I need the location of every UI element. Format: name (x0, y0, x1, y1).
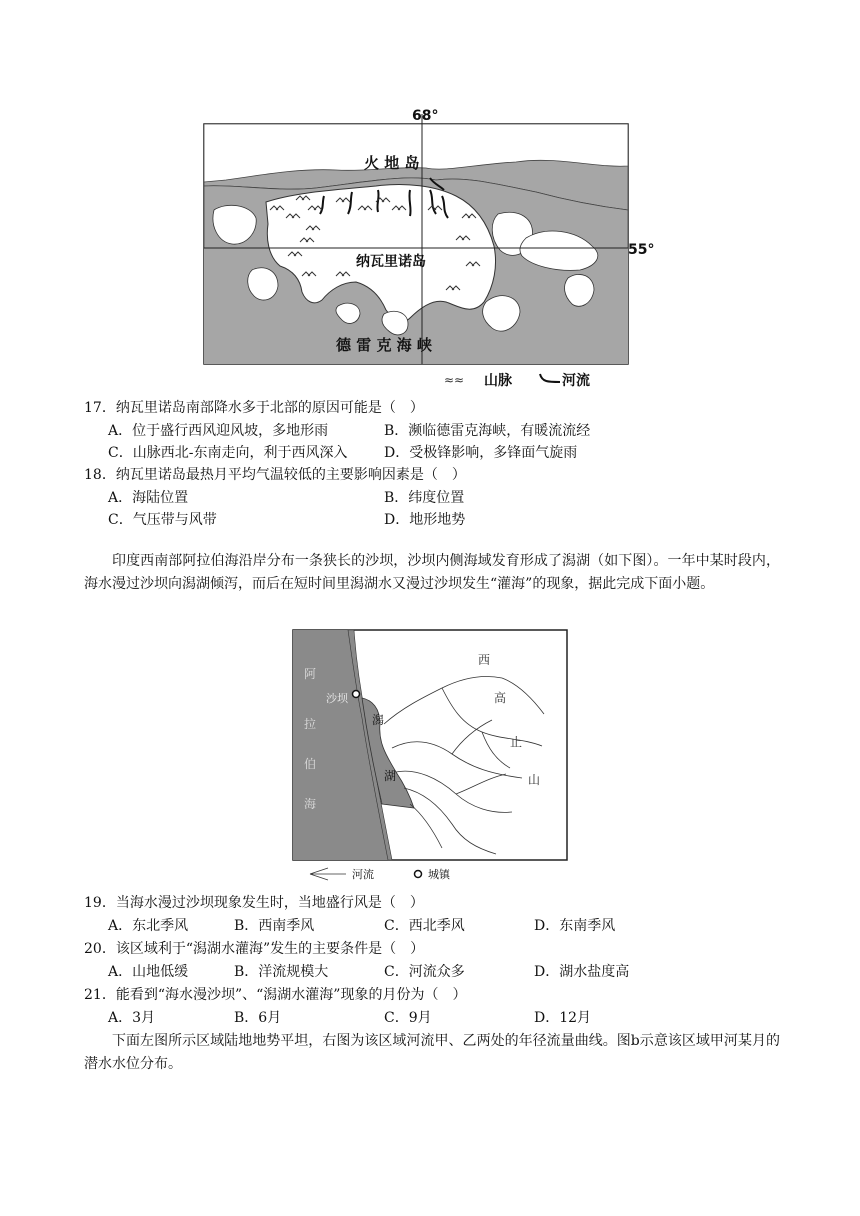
river-legend-label: 河流 (562, 373, 590, 389)
question-20-option-d: D．湖水盐度高 (534, 964, 630, 980)
svg-text:海: 海 (304, 797, 317, 811)
svg-text:高: 高 (494, 691, 507, 705)
svg-text:止: 止 (510, 735, 523, 749)
longitude-label: 68° (412, 108, 439, 124)
question-21-option-d: D．12月 (534, 1010, 592, 1026)
town-legend-icon (415, 871, 422, 878)
question-17-option-d: D．受极锋影响，多锋面气旋雨 (384, 445, 578, 461)
question-20-option-a: A．山地低缓 (108, 964, 189, 980)
question-17-option-b: B．濒临德雷克海峡，有暖流流经 (384, 423, 591, 439)
tierra-del-fuego-label: 火 地 岛 (364, 154, 420, 172)
question-17-option-a: A．位于盛行西风迎风坡，多地形雨 (108, 423, 329, 439)
question-18-stem: 18．纳瓦里诺岛最热月平均气温较低的主要影响因素是（ ） (84, 467, 466, 483)
question-21-stem: 21．能看到“海水漫沙坝”、“潟湖水灌海”现象的月份为（ ） (84, 987, 467, 1003)
question-19-option-c: C．西北季风 (384, 918, 465, 934)
town-legend-label: 城镇 (428, 868, 450, 881)
svg-text:山: 山 (528, 773, 541, 787)
lagoon-passage: 印度西南部阿拉伯海沿岸分布一条狭长的沙坝，沙坝内侧海域发育形成了潟湖（如下图）。一年中某时段内，海水漫过沙坝向潟湖倾泻，而后在短时间里潟湖水又漫过沙坝发生“灌海”的现象，据此完成下面小题。 (84, 553, 780, 592)
question-18-option-b: B．纬度位置 (384, 490, 465, 506)
svg-text:伯: 伯 (304, 757, 317, 771)
drake-passage-label: 德 雷 克 海 峡 (336, 336, 432, 354)
sandbar-label: 沙坝 (326, 692, 348, 705)
question-19-option-a: A．东北季风 (108, 918, 189, 934)
navarino-label: 纳瓦里诺岛 (356, 254, 426, 270)
runoff-passage: 下面左图所示区域陆地地势平坦，右图为该区域河流甲、乙两处的年径流量曲线。图b示意该区域甲河某月的潜水水位分布。 (84, 1033, 780, 1072)
svg-text:阿: 阿 (304, 667, 317, 681)
navarino-island-map (196, 106, 660, 390)
question-19-option-d: D．东南季风 (534, 918, 616, 934)
mountain-legend-label: 山脉 (484, 373, 512, 389)
lagoon-map (292, 628, 568, 888)
river-legend-label: 河流 (352, 868, 374, 881)
question-20-stem: 20．该区域利于“潟湖水灌海”发生的主要条件是（ ） (84, 941, 425, 957)
question-20-option-c: C．河流众多 (384, 964, 465, 980)
question-20-option-b: B．洋流规模大 (234, 964, 329, 980)
question-19-option-b: B．西南季风 (234, 918, 315, 934)
question-18-option-c: C．气压带与风带 (108, 512, 217, 528)
question-19-stem: 19．当海水漫过沙坝现象发生时，当地盛行风是（ ） (84, 895, 424, 911)
question-17-stem: 17．纳瓦里诺岛南部降水多于北部的原因可能是（ ） (84, 400, 424, 416)
question-21-option-b: B．6月 (234, 1010, 282, 1026)
question-21-option-c: C．9月 (384, 1010, 432, 1026)
question-21-option-a: A．3月 (108, 1010, 156, 1026)
svg-text:西: 西 (478, 653, 491, 667)
question-18-option-a: A．海陆位置 (108, 490, 189, 506)
town-marker (353, 691, 360, 698)
mountain-legend-icon: ≈≈ (444, 373, 465, 387)
question-17-option-c: C．山脉西北-东南走向，利于西风深入 (108, 445, 348, 461)
svg-text:湖: 湖 (384, 769, 397, 783)
svg-text:拉: 拉 (304, 717, 317, 731)
question-18-option-d: D．地形地势 (384, 512, 466, 528)
latitude-label: 55° (628, 242, 655, 258)
svg-text:潟: 潟 (372, 713, 385, 727)
